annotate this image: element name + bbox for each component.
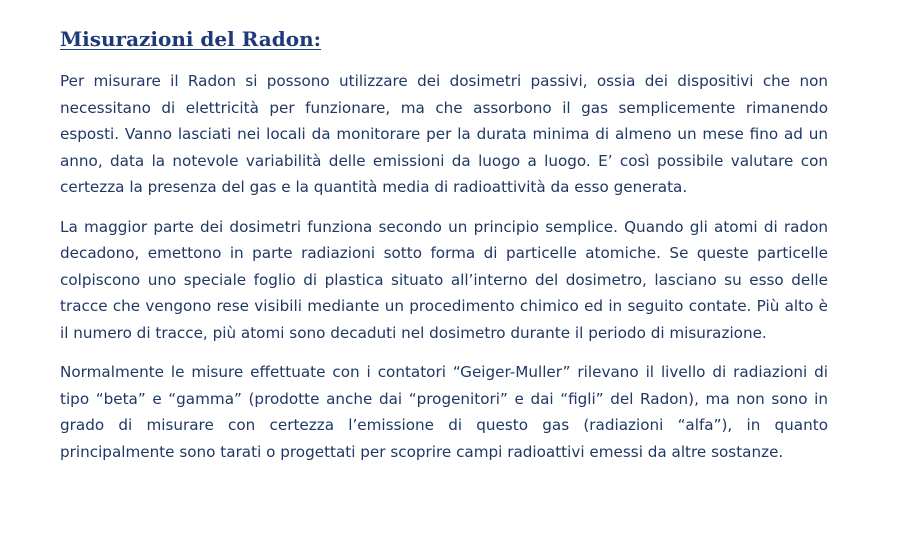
paragraph-principio-funzionamento: La maggior parte dei dosimetri funziona secondo un principio semplice. Quando gli atomi di radon decadono, emettono in parte radiazioni sotto forma di particelle atomiche. Se queste particelle colpiscono uno speciale foglio di plastica situato all’interno del dosimetro, lasciano su esso delle tracce che vengono rese visibili mediante un procedimento chimico ed in seguito contate. Più alto è il numero di tracce, più atomi sono decaduti nel dosimetro durante il periodo di misurazione.: [60, 217, 828, 342]
document-page: [60, 24, 828, 478]
paragraph-geiger-muller: Normalmente le misure effettuate con i contatori “Geiger-Muller” rilevano il livello di radiazioni di tipo “beta” e “gamma” (prodotte anche dai “progenitori” e dai “figli” del Radon), ma non sono in grado di misurare con certezza l’emissione di questo gas (radiazioni “alfa”), in quanto principalmente sono tarati o progettati per scoprire campi radioattivi emessi da altre sostanze.: [60, 363, 828, 461]
page-title: Misurazioni del Radon:: [60, 27, 321, 51]
paragraph-dosimetri-passivi: Per misurare il Radon si possono utilizzare dei dosimetri passivi, ossia dei dispositivi che non necessitano di elettricità per funzionare, ma che assorbono il gas semplicemente rimanendo esposti. Vanno lasciati nei locali da monitorare per la durata minima di almeno un mese fino ad un anno, data la notevole variabilità delle emissioni da luogo a luogo. E’ così possibile valutare con certezza la presenza del gas e la quantità media di radioattività da esso generata.: [60, 72, 828, 196]
